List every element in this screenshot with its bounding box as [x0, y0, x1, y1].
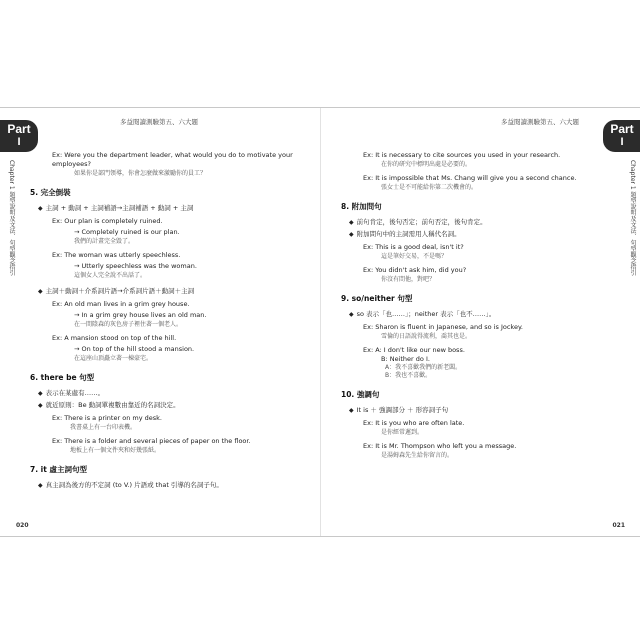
diamond-bullet-icon: ◆ — [38, 402, 43, 409]
diamond-bullet-icon: ◆ — [349, 231, 354, 238]
example-en: Ex: There is a folder and several pieces of paper on the floor. — [52, 437, 251, 445]
example — [52, 217, 300, 226]
transformed-en: → In a grim grey house lives an old man. — [74, 311, 207, 319]
right-page — [320, 108, 640, 536]
dialogue-translation — [385, 364, 606, 380]
transformed-zh: 在這座山頂矗立著一棟豪宅。 — [74, 355, 153, 362]
transformed-en: → Utterly speechless was the woman. — [74, 262, 197, 270]
dialogue-line-a: Ex: A: I don't like our new boss. — [363, 346, 465, 354]
example — [363, 151, 606, 169]
section-title: 9. so/neither 句型 — [341, 294, 413, 303]
example-en: Ex: The woman was utterly speechless. — [52, 251, 181, 259]
example — [363, 243, 606, 261]
section-title: 5. 完全倒裝 — [30, 188, 71, 197]
rule-bullet — [38, 400, 300, 409]
diamond-bullet-icon: ◆ — [38, 482, 43, 489]
page-number: 020 — [16, 522, 29, 529]
example-en: Ex: It is Mr. Thompson who left you a message. — [363, 442, 517, 450]
example-en: Ex: There is a printer on my desk. — [52, 414, 162, 422]
rule-text: so 表示「也……」；neither 表示「也不……」。 — [356, 310, 496, 318]
example-en: Ex: It is impossible that Ms. Chang will give you a second chance. — [363, 174, 577, 182]
part-tab — [603, 120, 640, 152]
rule-bullet — [38, 203, 300, 212]
transformed-example — [74, 262, 300, 280]
example-en: Ex: It is you who are often late. — [363, 419, 465, 427]
rule-text: 前句肯定，後句否定；前句否定，後句肯定。 — [356, 218, 487, 226]
rule-bullet — [38, 286, 300, 295]
example — [52, 334, 300, 343]
translation-line-a: A：我不喜歡我們的新老闆。 — [385, 364, 462, 371]
rule-text: 附加問句中的主詞需用人稱代名詞。 — [356, 230, 461, 238]
running-head: 多益閱讀測驗第五、六大題 — [120, 118, 198, 126]
example-zh: 是湯姆森先生給你留言的。 — [381, 452, 454, 459]
rule-bullet — [349, 309, 606, 318]
section-title: 10. 強調句 — [341, 390, 380, 399]
example-en: Ex: An old man lives in a grim grey house. — [52, 300, 190, 308]
example-en: Ex: You didn't ask him, did you? — [363, 266, 467, 274]
book-spread — [0, 107, 640, 537]
transformed-zh: 這個女人完全說不出話了。 — [74, 272, 147, 279]
example-zh: 你沒有問他，對吧？ — [381, 276, 436, 283]
rule-bullet — [349, 217, 606, 226]
transformed-example — [74, 228, 300, 246]
part-number: I — [17, 136, 21, 148]
transformed-example — [74, 311, 300, 329]
rule-text: 就近原則：Be 動詞單複數由靠近的名詞決定。 — [45, 401, 180, 409]
transformed-en: → On top of the hill stood a mansion. — [74, 345, 195, 353]
example — [52, 300, 300, 309]
example-en: Ex: Sharon is fluent in Japanese, and so is Jockey. — [363, 323, 523, 331]
right-content — [341, 146, 606, 460]
diamond-bullet-icon: ◆ — [349, 311, 354, 318]
rule-text: 真主詞為後方的不定詞 (to V.) 片語或 that 引導的名詞子句。 — [45, 481, 223, 489]
section-title: 8. 附加問句 — [341, 202, 382, 211]
example — [363, 419, 606, 437]
example-zh: 在你的研究中標明出處是必要的。 — [381, 161, 472, 168]
example-en: Ex: Our plan is completely ruined. — [52, 217, 163, 225]
dialogue-line-b: B: Neither do I. — [381, 355, 430, 363]
example-zh: 張女士是不可能給你第二次機會的。 — [381, 184, 478, 191]
example — [363, 174, 606, 192]
example-zh: 雪倫的日語說得流利，喬其也是。 — [381, 333, 472, 340]
example — [363, 323, 606, 341]
transformed-zh: 我們的計畫完全毀了。 — [74, 238, 135, 245]
example — [52, 437, 300, 455]
example-en: Ex: This is a good deal, isn't it? — [363, 243, 464, 251]
page-number: 021 — [612, 522, 625, 529]
chapter-side-label: Chapter 1 題型說明及文法、句型觀念指引 — [8, 160, 15, 276]
part-word: Part — [7, 122, 31, 136]
left-content — [30, 146, 300, 492]
example-en: Ex: Were you the department leader, what would you do to motivate your employees? — [52, 151, 293, 168]
rule-bullet — [38, 480, 300, 489]
example — [52, 414, 300, 432]
diamond-bullet-icon: ◆ — [349, 407, 354, 414]
diamond-bullet-icon: ◆ — [349, 219, 354, 226]
example-zh: 如果你是部門領導，你會怎麼做來激勵你的員工？ — [74, 170, 207, 177]
rule-text: 表示在某處有……。 — [45, 389, 105, 397]
diamond-bullet-icon: ◆ — [38, 288, 43, 295]
diamond-bullet-icon: ◆ — [38, 390, 43, 397]
example-zh: 這是筆好交易，不是嗎？ — [381, 253, 448, 260]
rule-text: 主詞 + 動詞 + 主詞補語→主詞補語 + 動詞 + 主詞 — [45, 204, 194, 212]
transformed-en: → Completely ruined is our plan. — [74, 228, 180, 236]
example-en: Ex: A mansion stood on top of the hill. — [52, 334, 177, 342]
section-title: 7. it 虛主詞句型 — [30, 465, 87, 474]
example-zh: 是你經常遲到。 — [381, 429, 424, 436]
transformed-zh: 在一間陰森的灰色房子裡住著一個老人。 — [74, 321, 183, 328]
transformed-example — [74, 345, 300, 363]
rule-bullet — [349, 405, 606, 414]
part-number: I — [620, 136, 624, 148]
part-word: Part — [610, 122, 634, 136]
intro-example — [52, 151, 300, 178]
example — [363, 442, 606, 460]
section-title: 6. there be 句型 — [30, 373, 95, 382]
translation-line-b: B：我也不喜歡。 — [385, 372, 432, 379]
dialogue-example — [363, 346, 606, 364]
example — [363, 266, 606, 284]
rule-bullet — [38, 388, 300, 397]
rule-bullet — [349, 229, 606, 238]
example-en: Ex: It is necessary to cite sources you used in your research. — [363, 151, 561, 159]
example — [52, 251, 300, 260]
example-zh: 地板上有一個文件夾和好幾張紙。 — [70, 447, 161, 454]
running-head: 多益閱讀測驗第五、六大題 — [501, 118, 579, 126]
rule-text: It is ＋ 強調部分 ＋ 形容詞子句 — [356, 406, 449, 414]
diamond-bullet-icon: ◆ — [38, 205, 43, 212]
example-zh: 我書桌上有一台印表機。 — [70, 424, 137, 431]
chapter-side-label: Chapter 1 題型說明及文法、句型觀念指引 — [629, 160, 636, 276]
rule-text: 主詞＋動詞＋介系詞片語→介系詞片語＋動詞＋主詞 — [45, 287, 195, 295]
left-page — [0, 108, 320, 536]
